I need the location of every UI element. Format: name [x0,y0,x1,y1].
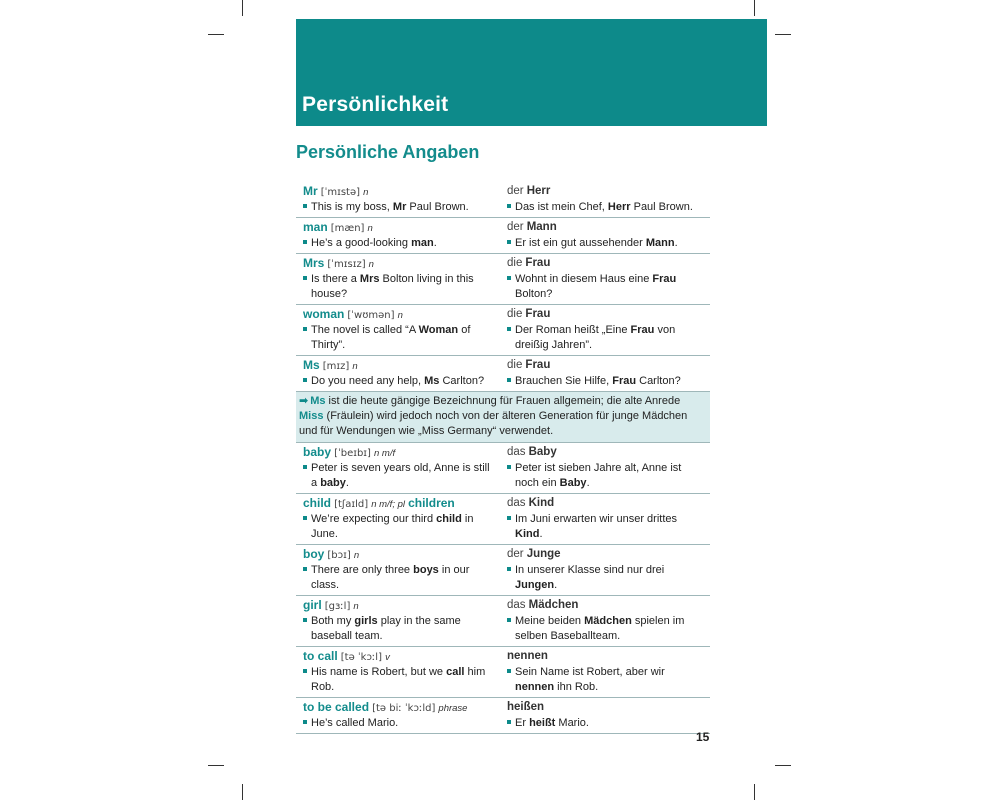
chapter-title: Persönlichkeit [302,93,449,116]
bullet-icon [303,465,307,469]
part-of-speech: n [353,550,360,561]
example-de-cont: Bolton? [515,288,553,300]
translation: Kind [528,497,555,509]
example-de: Sein Name ist Robert, aber wir [507,665,710,680]
translation: heißen [507,701,545,713]
headword: Mr [303,184,318,198]
pronunciation: [ˈmɪsɪz] [327,259,366,270]
bullet-icon [507,276,511,280]
usage-note: ➡ Ms ist die heute gängige Bezeichnung für Frauen allgemein; die alte Anrede Miss (Fräulein) wird jedoch noch von der älteren Generation für junge Mädchen und für Wendungen wie „Miss Germany“ verwendet. [296,392,710,443]
example-de: Im Juni erwarten wir unser drittes [507,512,710,527]
headword: child [303,496,332,510]
chapter-header [296,19,767,126]
page-number: 15 [696,730,710,744]
example-en: He’s called Mario. [303,716,507,731]
example-de-cont: nennen ihn Rob. [515,681,599,693]
vocab-entry [296,494,710,545]
crop-mark [208,34,224,35]
bullet-icon [303,378,307,382]
headword: to be called [303,700,370,714]
bullet-icon [507,465,511,469]
vocab-entry [296,356,710,392]
example-de: Der Roman heißt „Eine Frau von [507,323,710,338]
article: der [507,221,524,233]
article: die [507,257,523,269]
pronunciation: [gɜːl] [324,601,351,612]
crop-mark [754,784,755,800]
bullet-icon [303,327,307,331]
example-de-cont: Jungen. [515,579,558,591]
example-de-cont: selben Baseballteam. [515,630,621,642]
translation: Frau [525,308,551,320]
vocab-entry [296,596,710,647]
bullet-icon [507,669,511,673]
translation: Mädchen [528,599,579,611]
translation: Herr [526,185,551,197]
article: das [507,497,526,509]
example-en-cont: house? [311,288,348,300]
example-en-cont: class. [311,579,340,591]
example-en-cont: Thirty”. [311,339,346,351]
translation: Junge [526,548,561,560]
crop-mark [775,765,791,766]
vocab-entry [296,698,710,734]
crop-mark [242,0,243,16]
headword: Mrs [303,256,325,270]
bullet-icon [507,327,511,331]
part-of-speech: n [367,223,373,234]
bullet-icon [303,618,307,622]
translation: Mann [526,221,557,233]
example-en: Peter is seven years old, Anne is still [303,461,507,476]
bullet-icon [303,240,307,244]
example-de-cont: dreißig Jahren”. [515,339,593,351]
example-de: Das ist mein Chef, Herr Paul Brown. [507,200,710,215]
bullet-icon [303,567,307,571]
part-of-speech: n [352,361,358,372]
part-of-speech: n [353,601,359,612]
example-de: In unserer Klasse sind nur drei [507,563,710,578]
example-de: Meine beiden Mädchen spielen im [507,614,710,629]
translation: nennen [507,650,548,662]
headword: Ms [303,358,320,372]
article: die [507,359,523,371]
bullet-icon [507,240,511,244]
example-en: Both my girls play in the same [303,614,507,629]
vocab-entry [296,254,710,305]
crop-mark [242,784,243,800]
pronunciation: [mæn] [330,223,365,234]
headword: baby [303,445,332,459]
part-of-speech: n [363,187,369,198]
pronunciation: [bɔɪ] [327,550,351,561]
headword: woman [303,307,345,321]
example-en-cont: Rob. [311,681,335,693]
vocab-entry [296,443,710,494]
pronunciation: [mɪz] [322,361,350,372]
part-of-speech: v [385,652,390,663]
headword: man [303,220,328,234]
pronunciation: [ˈmɪstə] [320,187,361,198]
crop-mark [754,0,755,16]
bullet-icon [303,720,307,724]
example-de-cont: noch ein Baby. [515,477,590,489]
part-of-speech: n m/f; pl [371,499,405,510]
headword: to call [303,649,338,663]
pronunciation: [ˈwʊmən] [347,310,395,321]
bullet-icon [303,516,307,520]
example-en: We’re expecting our third child in [303,512,507,527]
example-de: Er ist ein gut aussehender Mann. [507,236,710,251]
article: die [507,308,523,320]
article: der [507,185,524,197]
vocabulary-list [296,182,710,734]
bullet-icon [303,204,307,208]
example-en-cont: a baby. [311,477,349,489]
bullet-icon [507,378,511,382]
article: das [507,446,526,458]
example-en-cont: baseball team. [311,630,383,642]
plural-form: children [408,496,455,510]
example-de-cont: Kind. [515,528,543,540]
pronunciation: [tə biː ˈkɔːld] [372,703,436,714]
example-en: There are only three boys in our [303,563,507,578]
pronunciation: [tə ˈkɔːl] [340,652,382,663]
vocab-entry [296,218,710,254]
bullet-icon [507,516,511,520]
headword: girl [303,598,322,612]
crop-mark [775,34,791,35]
section-title: Persönliche Angaben [296,142,480,162]
bullet-icon [507,618,511,622]
headword: boy [303,547,325,561]
vocab-entry [296,305,710,356]
example-de: Brauchen Sie Hilfe, Frau Carlton? [507,374,710,389]
translation: Frau [525,359,551,371]
arrow-right-icon: ➡ [299,395,309,407]
bullet-icon [507,567,511,571]
example-en: He’s a good-looking man. [303,236,507,251]
translation: Frau [525,257,551,269]
part-of-speech: phrase [438,703,468,714]
example-en: Do you need any help, Ms Carlton? [303,374,507,389]
example-en: This is my boss, Mr Paul Brown. [303,200,507,215]
article: das [507,599,526,611]
article: der [507,548,524,560]
vocab-entry [296,545,710,596]
pronunciation: [ˈbeɪbɪ] [334,448,371,459]
translation: Baby [528,446,557,458]
vocab-entry [296,182,710,218]
example-en-cont: June. [311,528,338,540]
part-of-speech: n m/f [373,448,396,459]
example-en: His name is Robert, but we call him [303,665,507,680]
example-de: Wohnt in diesem Haus eine Frau [507,272,710,287]
vocab-entry [296,647,710,698]
bullet-icon [507,204,511,208]
bullet-icon [507,720,511,724]
part-of-speech: n [368,259,374,270]
bullet-icon [303,669,307,673]
example-de: Peter ist sieben Jahre alt, Anne ist [507,461,710,476]
part-of-speech: n [397,310,403,321]
bullet-icon [303,276,307,280]
pronunciation: [tʃaɪld] [334,499,369,510]
example-en: The novel is called “A Woman of [303,323,507,338]
example-en: Is there a Mrs Bolton living in this [303,272,507,287]
crop-mark [208,765,224,766]
example-de: Er heißt Mario. [507,716,710,731]
